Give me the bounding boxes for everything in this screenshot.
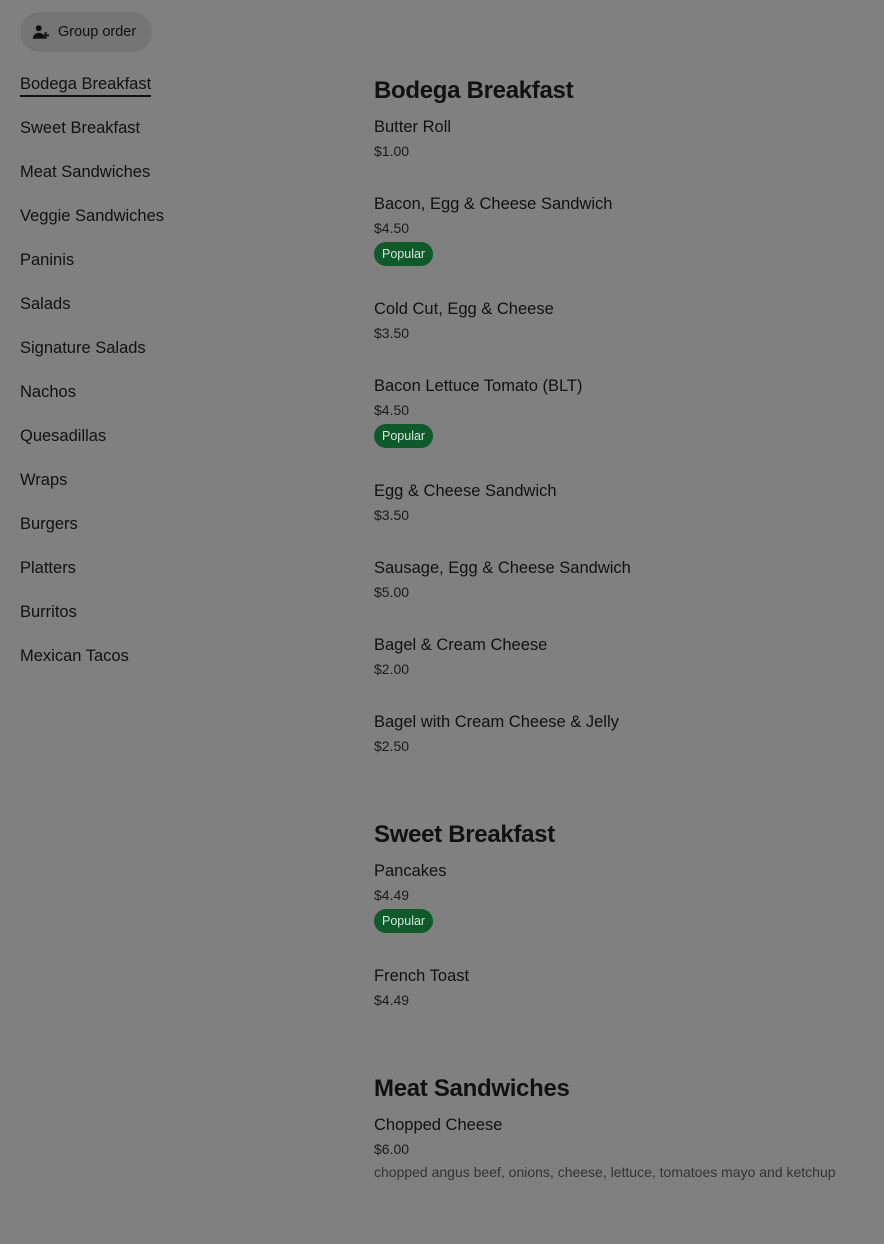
menu-item[interactable] [374, 1106, 864, 1200]
menu-content [374, 74, 864, 1244]
sidebar-item-label: Platters [20, 559, 76, 577]
item-name: Egg & Cheese Sandwich [374, 482, 557, 500]
sidebar-item[interactable] [20, 118, 320, 162]
menu-item[interactable] [374, 697, 864, 774]
menu-section [374, 74, 864, 774]
sidebar-item[interactable] [20, 338, 320, 382]
item-price: $4.49 [374, 992, 410, 1008]
item-name: Pancakes [374, 862, 447, 880]
menu-item[interactable] [374, 852, 864, 951]
sidebar-item[interactable] [20, 250, 320, 294]
item-name: French Toast [374, 967, 470, 985]
item-price: $2.00 [374, 661, 410, 677]
section-title: Sweet Breakfast [374, 821, 555, 848]
item-name: Cold Cut, Egg & Cheese [374, 300, 554, 318]
sidebar-item[interactable] [20, 646, 320, 690]
sidebar-item-label: Paninis [20, 251, 75, 269]
menu-item[interactable] [374, 284, 864, 361]
menu-section [374, 818, 864, 1028]
item-name: Chopped Cheese [374, 1116, 503, 1134]
group-order-label: Group order [58, 24, 137, 40]
item-price: $4.50 [374, 220, 410, 236]
sidebar-item[interactable] [20, 206, 320, 250]
item-price: $6.00 [374, 1141, 410, 1157]
menu-item[interactable] [374, 466, 864, 543]
item-name: Bagel & Cream Cheese [374, 636, 548, 654]
sidebar-item[interactable] [20, 162, 320, 206]
popular-badge: Popular [374, 424, 433, 448]
item-price: $3.50 [374, 325, 410, 341]
sidebar-item[interactable] [20, 470, 320, 514]
item-price: $2.50 [374, 738, 410, 754]
sidebar-item-label: Burgers [20, 515, 78, 533]
sidebar-item-label: Sweet Breakfast [20, 119, 141, 137]
item-name: Butter Roll [374, 118, 452, 136]
sidebar-item[interactable] [20, 294, 320, 338]
sidebar-item-label: Nachos [20, 383, 76, 401]
sidebar-item-label: Wraps [20, 471, 68, 489]
category-sidebar [20, 74, 320, 690]
sidebar-item-label: Meat Sandwiches [20, 163, 151, 181]
item-name: Bacon Lettuce Tomato (BLT) [374, 377, 583, 395]
item-price: $5.00 [374, 584, 410, 600]
menu-item[interactable] [374, 620, 864, 697]
sidebar-item[interactable] [20, 426, 320, 470]
sidebar-item[interactable] [20, 382, 320, 426]
sidebar-item[interactable] [20, 514, 320, 558]
person-add-icon [32, 23, 50, 41]
menu-item[interactable] [374, 951, 864, 1028]
section-title: Meat Sandwiches [374, 1075, 570, 1102]
group-order-button[interactable] [20, 12, 152, 52]
item-name: Bagel with Cream Cheese & Jelly [374, 713, 619, 731]
popular-badge: Popular [374, 242, 433, 266]
popular-badge: Popular [374, 909, 433, 933]
sidebar-item[interactable] [20, 602, 320, 646]
item-price: $3.50 [374, 507, 410, 523]
menu-item[interactable] [374, 179, 864, 284]
sidebar-item-label: Signature Salads [20, 339, 146, 357]
item-name: Bacon, Egg & Cheese Sandwich [374, 195, 613, 213]
item-price: $4.50 [374, 402, 410, 418]
item-description: chopped angus beef, onions, cheese, lettuce, tomatoes mayo and ketchup [374, 1164, 836, 1180]
sidebar-item-label: Mexican Tacos [20, 647, 129, 665]
menu-section [374, 1072, 864, 1200]
sidebar-item-label: Veggie Sandwiches [20, 207, 165, 225]
item-price: $1.00 [374, 143, 410, 159]
section-title: Bodega Breakfast [374, 77, 574, 104]
sidebar-item[interactable] [20, 74, 320, 118]
menu-item[interactable] [374, 361, 864, 466]
sidebar-item-label: Bodega Breakfast [20, 74, 151, 97]
menu-item[interactable] [374, 543, 864, 620]
item-price: $4.49 [374, 887, 410, 903]
sidebar-item-label: Burritos [20, 603, 77, 621]
sidebar-item-label: Salads [20, 295, 71, 313]
sidebar-item-label: Quesadillas [20, 427, 107, 445]
sidebar-item[interactable] [20, 558, 320, 602]
menu-item[interactable] [374, 108, 864, 179]
item-name: Sausage, Egg & Cheese Sandwich [374, 559, 631, 577]
